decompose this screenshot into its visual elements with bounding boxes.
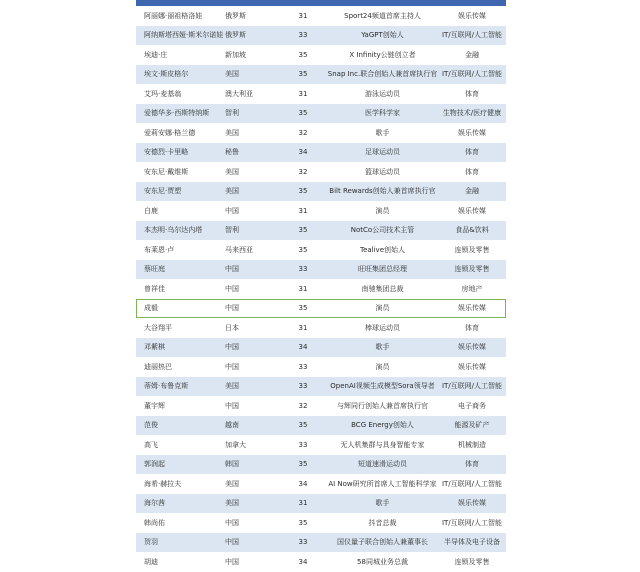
age-cell: 32: [298, 401, 308, 410]
industry-cell: 娱乐传媒: [458, 128, 486, 137]
title-cell: 游泳运动员: [365, 89, 400, 98]
person-name-cell: 阿丽娜·丽祖格洛娃: [144, 11, 203, 20]
age-cell: 34: [298, 343, 308, 352]
table-row: [136, 455, 506, 475]
person-name-cell: 本杰明·乌尔达内塔: [144, 226, 203, 235]
table-row: [136, 45, 506, 65]
age-cell: 34: [298, 479, 308, 488]
person-name-cell: 高飞: [144, 440, 158, 449]
person-name-cell: 白鹿: [144, 206, 158, 215]
industry-cell: 娱乐传媒: [458, 499, 486, 508]
industry-cell: 体育: [465, 89, 479, 98]
age-cell: 32: [298, 167, 308, 176]
title-cell: 演员: [375, 362, 390, 371]
country-cell: 中国: [225, 284, 239, 293]
country-cell: 澳大利亚: [225, 89, 253, 98]
country-cell: 美国: [225, 382, 239, 391]
country-cell: 中国: [225, 343, 239, 352]
age-cell: 35: [298, 460, 308, 469]
industry-cell: 娱乐传媒: [458, 304, 486, 313]
country-cell: 美国: [225, 499, 239, 508]
table-row: [136, 533, 506, 553]
industry-cell: IT/互联网/人工智能: [441, 70, 503, 79]
table-row: [136, 84, 506, 104]
industry-cell: 连锁及零售: [454, 245, 490, 254]
table-row: [136, 513, 506, 533]
title-cell: 抖音总裁: [368, 518, 397, 527]
industry-cell: 金融: [465, 50, 479, 59]
title-cell: 歌手: [375, 128, 390, 137]
age-cell: 31: [298, 89, 308, 98]
industry-cell: IT/互联网/人工智能: [441, 382, 503, 391]
country-cell: 美国: [225, 187, 239, 196]
person-name-cell: 蒂姆·布鲁克斯: [144, 382, 189, 391]
table-row: [136, 416, 506, 436]
person-name-cell: 蔡旺庭: [144, 265, 165, 274]
table-row: [136, 162, 506, 182]
country-cell: 新加坡: [225, 50, 246, 59]
country-cell: 韩国: [225, 460, 239, 469]
table-row: [136, 104, 506, 124]
table-row: [136, 435, 506, 455]
table-row: [136, 357, 506, 377]
person-name-cell: 胡迪: [144, 557, 158, 566]
industry-cell: IT/互联网/人工智能: [441, 31, 503, 40]
age-cell: 33: [298, 362, 308, 371]
table-row: [136, 221, 506, 241]
table-row: [136, 552, 506, 572]
country-cell: 智利: [225, 109, 239, 118]
table-row-highlighted: [136, 299, 506, 319]
industry-cell: 体育: [465, 323, 479, 332]
title-cell: Bilt Rewards创始人兼首席执行官: [329, 187, 436, 196]
industry-cell: 娱乐传媒: [458, 206, 486, 215]
age-cell: 32: [298, 128, 308, 137]
title-cell: Tealive创始人: [359, 245, 406, 254]
age-cell: 31: [298, 206, 308, 215]
title-cell: 足球运动员: [365, 148, 400, 157]
person-name-cell: 埃文·斯皮格尔: [144, 70, 189, 79]
person-name-cell: 阿纳斯塔西娅·斯米尔诺娃: [144, 31, 224, 40]
table-row: [136, 26, 506, 46]
person-name-cell: 成毅: [144, 304, 158, 313]
country-cell: 中国: [225, 557, 239, 566]
person-name-cell: 爱莉安娜·格兰德: [144, 128, 196, 137]
person-name-cell: 布莱恩·卢: [144, 245, 175, 254]
age-cell: 34: [298, 148, 308, 157]
age-cell: 33: [298, 265, 308, 274]
person-name-cell: 大谷翔平: [144, 323, 172, 332]
title-cell: OpenAI视频生成模型Sora领导者: [330, 382, 435, 391]
title-cell: NotCo公司技术主管: [350, 226, 415, 235]
person-name-cell: 曾祥佳: [144, 284, 165, 293]
industry-cell: 能源及矿产: [454, 421, 490, 430]
age-cell: 35: [298, 50, 308, 59]
table-row: [136, 143, 506, 163]
industry-cell: 娱乐传媒: [458, 362, 486, 371]
country-cell: 中国: [225, 265, 239, 274]
table-row: [136, 123, 506, 143]
title-cell: 旺旺集团总经理: [358, 265, 407, 274]
industry-cell: 娱乐传媒: [458, 11, 486, 20]
country-cell: 美国: [225, 167, 239, 176]
person-name-cell: 艾玛·麦基翁: [144, 89, 182, 98]
age-cell: 35: [298, 109, 308, 118]
industry-cell: 生物技术/医疗健康: [442, 109, 502, 118]
table-row: [136, 396, 506, 416]
country-cell: 日本: [225, 323, 239, 332]
age-cell: 35: [298, 70, 308, 79]
country-cell: 中国: [225, 304, 239, 313]
age-cell: 35: [298, 187, 308, 196]
industry-cell: 半导体及电子设备: [444, 538, 500, 547]
country-cell: 中国: [225, 206, 239, 215]
person-name-cell: 邓紫棋: [144, 343, 165, 352]
industry-cell: 电子商务: [458, 401, 486, 410]
person-name-cell: 安德烈·卡里略: [144, 148, 189, 157]
title-cell: 医学科学家: [365, 109, 400, 118]
title-cell: 篮球运动员: [365, 167, 400, 176]
table-row: [136, 65, 506, 85]
person-name-cell: 安东尼·贾塑: [144, 187, 182, 196]
industry-cell: 体育: [465, 148, 479, 157]
industry-cell: 娱乐传媒: [458, 343, 486, 352]
title-cell: AI Now研究所首席人工智能科学家: [328, 479, 437, 488]
title-cell: 演员: [375, 304, 390, 313]
industry-cell: 体育: [465, 167, 479, 176]
age-cell: 33: [298, 440, 308, 449]
country-cell: 中国: [225, 518, 239, 527]
title-cell: 短道速滑运动员: [358, 460, 407, 469]
age-cell: 31: [298, 323, 308, 332]
industry-cell: 体育: [465, 460, 479, 469]
person-name-cell: 范俊: [144, 421, 158, 430]
age-cell: 35: [298, 304, 308, 313]
industry-cell: 房地产: [461, 284, 483, 293]
age-cell: 35: [298, 421, 308, 430]
table-row: [136, 318, 506, 338]
title-cell: Snap Inc.联合创始人兼首席执行官: [327, 70, 438, 79]
table-row: [136, 474, 506, 494]
table-row: [136, 260, 506, 280]
person-name-cell: 埃迪·庄: [144, 50, 168, 59]
age-cell: 35: [298, 226, 308, 235]
table-row: [136, 338, 506, 358]
person-name-cell: 韩尚佑: [144, 518, 165, 527]
country-cell: 越南: [225, 421, 239, 430]
industry-cell: 金融: [465, 187, 479, 196]
age-cell: 35: [298, 245, 308, 254]
industry-cell: 食品&饮料: [455, 226, 489, 235]
industry-cell: 连锁及零售: [454, 265, 490, 274]
people-table: [136, 6, 506, 572]
table-row: [136, 201, 506, 221]
person-name-cell: 迪丽热巴: [144, 362, 172, 371]
country-cell: 美国: [225, 479, 239, 488]
age-cell: 31: [298, 11, 308, 20]
table-row: [136, 182, 506, 202]
title-cell: 58同城业务总裁: [357, 557, 408, 566]
country-cell: 俄罗斯: [225, 31, 246, 40]
age-cell: 35: [298, 518, 308, 527]
country-cell: 加拿大: [225, 440, 246, 449]
person-name-cell: 海希·赫拉夫: [144, 479, 182, 488]
title-cell: 歌手: [375, 499, 390, 508]
country-cell: 秘鲁: [225, 148, 239, 157]
table-row: [136, 279, 506, 299]
title-cell: X Infinity公链创立者: [349, 50, 416, 59]
table-row: [136, 240, 506, 260]
person-name-cell: 爱德华多·西斯特纳斯: [144, 109, 210, 118]
title-cell: YaGPT创始人: [361, 31, 404, 40]
title-cell: 演员: [375, 206, 390, 215]
country-cell: 美国: [225, 70, 239, 79]
age-cell: 34: [298, 557, 308, 566]
person-name-cell: 海尔茜: [144, 499, 165, 508]
country-cell: 马来西亚: [225, 245, 253, 254]
title-cell: BCG Energy创始人: [351, 421, 414, 430]
country-cell: 中国: [225, 362, 239, 371]
age-cell: 33: [298, 382, 308, 391]
industry-cell: 机械制造: [458, 440, 486, 449]
country-cell: 中国: [225, 401, 239, 410]
industry-cell: 连锁及零售: [454, 557, 490, 566]
age-cell: 31: [298, 284, 308, 293]
age-cell: 31: [298, 499, 308, 508]
person-name-cell: 贺羽: [144, 538, 158, 547]
person-name-cell: 安东尼·戴维斯: [144, 167, 189, 176]
age-cell: 33: [298, 538, 308, 547]
title-cell: 南驰集团总裁: [361, 284, 404, 293]
title-cell: 歌手: [375, 343, 390, 352]
country-cell: 中国: [225, 538, 239, 547]
table-row: [136, 494, 506, 514]
country-cell: 俄罗斯: [225, 11, 246, 20]
title-cell: 国仪量子联合创始人兼董事长: [337, 538, 428, 547]
person-name-cell: 郭润起: [144, 460, 165, 469]
table-row: [136, 377, 506, 397]
industry-cell: IT/互联网/人工智能: [441, 518, 503, 527]
person-name-cell: 董宇辉: [144, 401, 165, 410]
title-cell: 无人机集群与具身智能专家: [340, 440, 425, 449]
title-cell: 棒球运动员: [365, 323, 400, 332]
title-cell: 与辉同行创始人兼首席执行官: [337, 401, 428, 410]
table-row: [136, 6, 506, 26]
age-cell: 33: [298, 31, 308, 40]
title-cell: Sport24频道首席主持人: [344, 11, 421, 20]
country-cell: 智利: [225, 226, 239, 235]
country-cell: 美国: [225, 128, 239, 137]
industry-cell: IT/互联网/人工智能: [441, 479, 503, 488]
